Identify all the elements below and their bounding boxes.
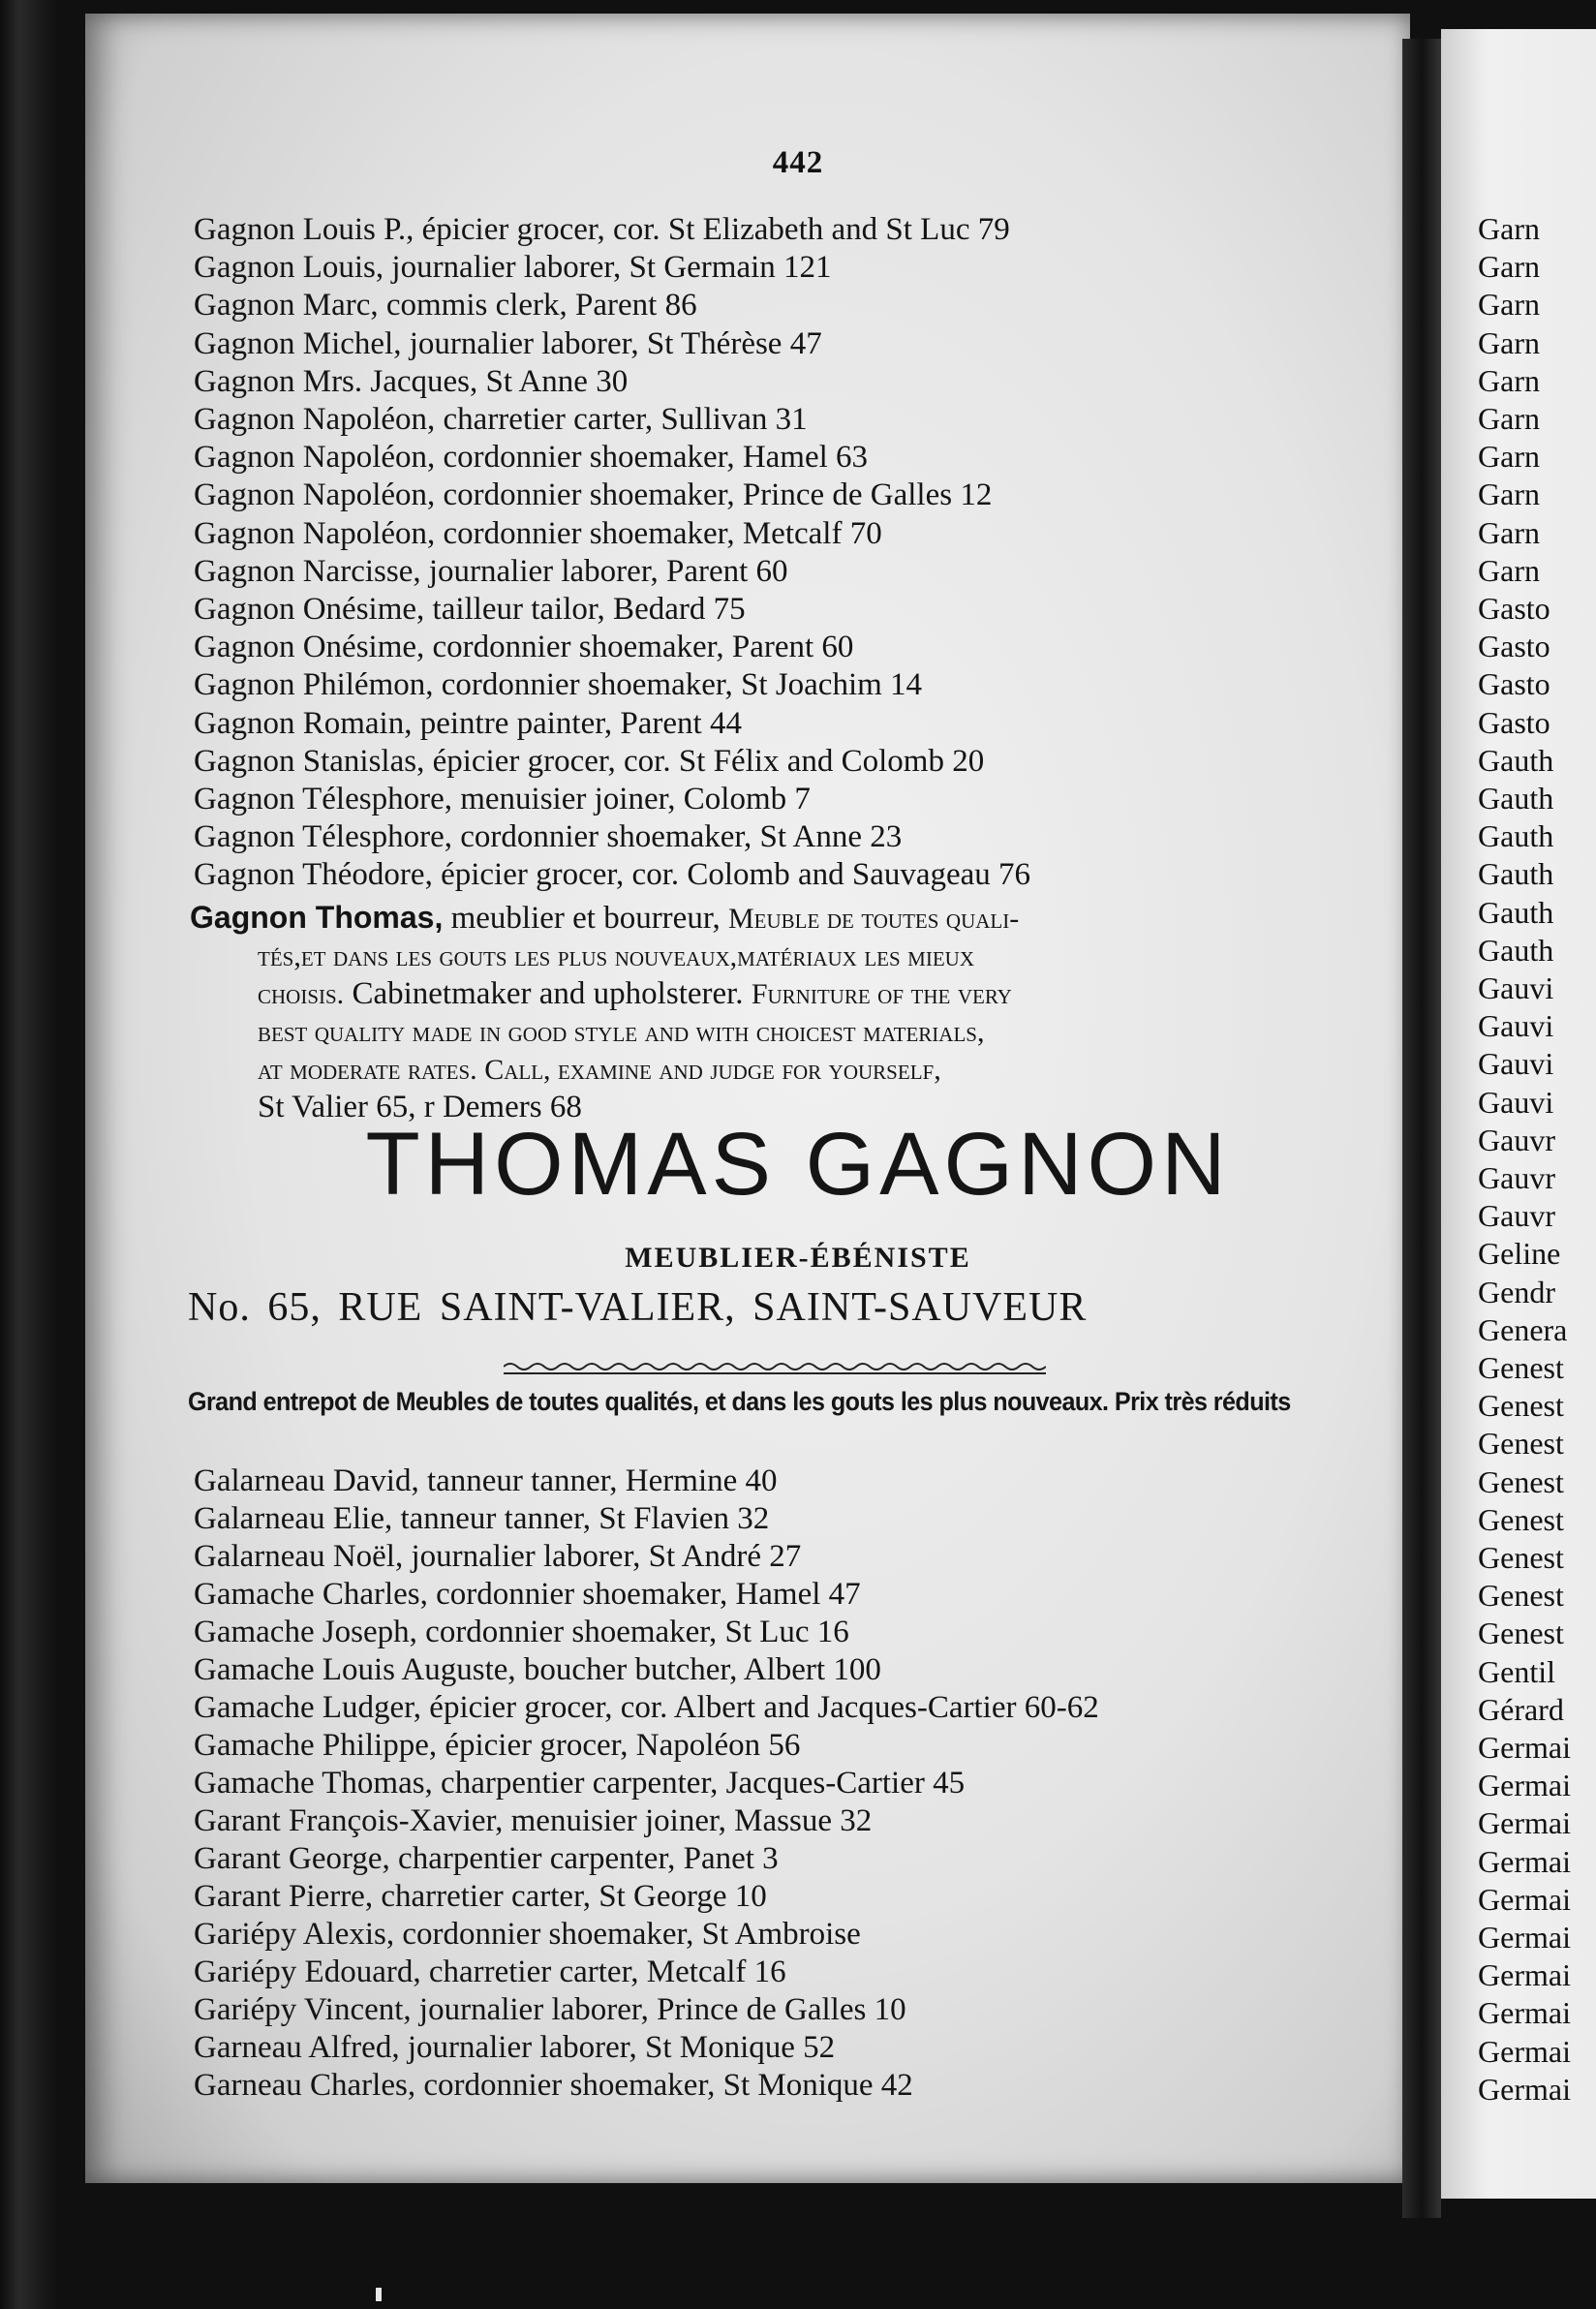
- right-page-entry: Gauvi: [1478, 1046, 1554, 1082]
- right-page-entry: Genest: [1478, 1616, 1564, 1651]
- right-page-entry: Gauvr: [1478, 1122, 1555, 1157]
- right-page-entry: Garn: [1478, 362, 1540, 398]
- advertiser-description-5: Furniture of the very: [751, 978, 1012, 1010]
- right-page-entry: Gasto: [1478, 666, 1550, 702]
- advertiser-description-8: Call, examine and judge for yourself,: [476, 1054, 941, 1086]
- directory-entry: Gagnon Stanislas, épicier grocer, cor. St Félix and Colomb 20: [194, 743, 985, 779]
- wavy-divider: [504, 1359, 1046, 1378]
- right-page-entry: Germai: [1478, 1768, 1571, 1803]
- directory-entry: Gamache Philippe, épicier grocer, Napoléon 56: [194, 1728, 801, 1763]
- directory-entry: Galarneau Noël, journalier laborer, St André 27: [194, 1539, 802, 1574]
- advertiser-occupation: meublier et bourreur,: [443, 901, 728, 936]
- directory-entry: Gamache Ludger, épicier grocer, cor. Albert and Jacques-Cartier 60-62: [194, 1690, 1099, 1725]
- right-page-entry: Germai: [1478, 2033, 1571, 2069]
- right-page-entry: Germai: [1478, 1730, 1571, 1765]
- right-page-entry: Garn: [1478, 477, 1540, 512]
- right-page-entry: Genest: [1478, 1578, 1564, 1614]
- advertiser-description-7: at moderate rates.: [258, 1054, 477, 1086]
- right-page-entry: Genest: [1478, 1426, 1564, 1462]
- directory-entry: Gamache Thomas, charpentier carpenter, Jacques-Cartier 45: [194, 1766, 966, 1801]
- right-page-entry: Gauvr: [1478, 1198, 1555, 1234]
- right-page-entry: Garn: [1478, 514, 1540, 550]
- directory-entry: Gagnon Marc, commis clerk, Parent 86: [194, 288, 697, 323]
- directory-entry: Gagnon Mrs. Jacques, St Anne 30: [194, 363, 629, 399]
- advert-promo: Grand entrepot de Meubles de toutes qualités, et dans les gouts les plus nouveaux. Prix très réduits: [188, 1387, 1291, 1416]
- directory-entry: Garneau Alfred, journalier laborer, St Monique 52: [194, 2030, 836, 2065]
- right-page-entry: Gauth: [1478, 856, 1554, 892]
- directory-entry: Gamache Joseph, cordonnier shoemaker, St Luc 16: [194, 1615, 849, 1649]
- directory-entry: Garant George, charpentier carpenter, Panet 3: [194, 1841, 779, 1876]
- directory-entry: Gagnon Napoléon, cordonnier shoemaker, Prince de Galles 12: [194, 477, 993, 513]
- right-page-entry: Gauvi: [1478, 970, 1554, 1005]
- advertiser-description-1: Meuble de toutes quali-: [728, 903, 1020, 935]
- right-page-entry: Genera: [1478, 1311, 1568, 1347]
- right-page-entry: Garn: [1478, 552, 1540, 588]
- right-page-entry: Gauth: [1478, 818, 1554, 854]
- directory-entry: Gagnon Onésime, cordonnier shoemaker, Parent 60: [194, 630, 854, 665]
- directory-entry: Gariépy Edouard, charretier carter, Metcalf 16: [194, 1955, 786, 1989]
- directory-entry: Gagnon Narcisse, journalier laborer, Parent 60: [194, 553, 788, 589]
- right-page-entry: Gauvr: [1478, 1160, 1555, 1195]
- right-page-entry: Garn: [1478, 249, 1540, 285]
- right-page-entry: Gauth: [1478, 932, 1554, 968]
- right-page-entry: Germai: [1478, 2071, 1571, 2107]
- directory-entry: Garneau Charles, cordonnier shoemaker, St Monique 42: [194, 2068, 913, 2103]
- right-page-entry: Gauth: [1478, 894, 1554, 930]
- right-page-entry: Gauth: [1478, 742, 1554, 778]
- right-page-entry: Germai: [1478, 1805, 1571, 1841]
- right-page-entry: Gasto: [1478, 629, 1550, 664]
- directory-entry: Gagnon Théodore, épicier grocer, cor. Colomb and Sauvageau 76: [194, 857, 1031, 893]
- directory-entry: Gagnon Napoléon, charretier carter, Sullivan 31: [194, 402, 808, 437]
- right-page-entry: Germai: [1478, 1843, 1571, 1879]
- right-page-entry: Garn: [1478, 287, 1540, 323]
- right-page-entry: Gentil: [1478, 1653, 1555, 1689]
- right-page-entry: Gauvi: [1478, 1084, 1554, 1120]
- right-page-entry: Geline: [1478, 1236, 1561, 1272]
- right-page-entry: Genest: [1478, 1463, 1564, 1499]
- right-page-entry: Genest: [1478, 1388, 1564, 1424]
- directory-entry: Gariépy Vincent, journalier laborer, Prince de Galles 10: [194, 1992, 906, 2027]
- directory-entry: Gagnon Romain, peintre painter, Parent 44: [194, 705, 742, 741]
- directory-entry: Gagnon Onésime, tailleur tailor, Bedard 75: [194, 592, 746, 627]
- advert-subtitle: MEUBLIER-ÉBÉNISTE: [625, 1242, 971, 1274]
- directory-entry: Gagnon Michel, journalier laborer, St Thérèse 47: [194, 325, 822, 361]
- right-page-entry: Gauvi: [1478, 1008, 1554, 1044]
- advertiser-address: St Valier 65, r Demers 68: [258, 1090, 582, 1124]
- advertiser-description-3: choisis.: [258, 978, 345, 1010]
- advertiser-description-4: Cabinetmaker and upholsterer.: [344, 976, 752, 1011]
- directory-entry: Gamache Louis Auguste, boucher butcher, Albert 100: [194, 1652, 881, 1687]
- directory-entry: Gagnon Louis, journalier laborer, St Germain 121: [194, 250, 832, 286]
- right-page-entry: Garn: [1478, 401, 1540, 436]
- right-page-entry: Gauth: [1478, 781, 1554, 816]
- directory-entry: Gagnon Napoléon, cordonnier shoemaker, Metcalf 70: [194, 515, 882, 551]
- directory-entry: Garant Pierre, charretier carter, St George 10: [194, 1879, 767, 1914]
- directory-entry: Galarneau Elie, tanneur tanner, St Flavien 32: [194, 1501, 770, 1536]
- directory-entry: Gagnon Télesphore, menuisier joiner, Colomb 7: [194, 782, 811, 816]
- directory-entry: Galarneau David, tanneur tanner, Hermine 40: [194, 1463, 778, 1498]
- directory-entry: Gagnon Napoléon, cordonnier shoemaker, Hamel 63: [194, 440, 869, 476]
- advertiser-name: Gagnon Thomas,: [190, 900, 444, 935]
- directory-entry: Gagnon Philémon, cordonnier shoemaker, St Joachim 14: [194, 667, 923, 703]
- right-page-entry: Germai: [1478, 1881, 1571, 1917]
- advert-address: No. 65, RUE SAINT-VALIER, SAINT-SAUVEUR: [188, 1285, 1088, 1330]
- directory-entry: Gagnon Louis P., épicier grocer, cor. St Elizabeth and St Luc 79: [194, 212, 1010, 247]
- right-page-entry: Genest: [1478, 1540, 1564, 1575]
- right-page-entry: Gasto: [1478, 591, 1550, 626]
- advert-name: THOMAS GAGNON: [365, 1115, 1231, 1214]
- advertiser-description-6: best quality made in good style and with choicest materials,: [258, 1016, 985, 1048]
- right-page-entry: Genest: [1478, 1501, 1564, 1537]
- right-page-entry: Germai: [1478, 1920, 1571, 1955]
- directory-entry: Gagnon Télesphore, cordonnier shoemaker, St Anne 23: [194, 819, 903, 855]
- directory-entry: Gariépy Alexis, cordonnier shoemaker, St Ambroise: [194, 1917, 861, 1952]
- right-page-entry: Garn: [1478, 324, 1540, 360]
- advertiser-entry: [190, 899, 1342, 1126]
- right-page-entry: Garn: [1478, 211, 1540, 246]
- advertiser-description-2: tés,et dans les gouts les plus nouveaux,matériaux les mieux: [258, 940, 974, 972]
- page-number: 442: [772, 145, 824, 180]
- right-page-entry: Gérard: [1478, 1691, 1564, 1727]
- right-page-entry: Gendr: [1478, 1274, 1555, 1309]
- right-page-entry: Germai: [1478, 1995, 1571, 2031]
- directory-entry: Garant François-Xavier, menuisier joiner, Massue 32: [194, 1803, 873, 1838]
- right-page-entry: Germai: [1478, 1957, 1571, 1993]
- right-page-entry: Genest: [1478, 1350, 1564, 1385]
- scan-mark: [376, 2288, 382, 2301]
- directory-entry: Gamache Charles, cordonnier shoemaker, Hamel 47: [194, 1577, 861, 1612]
- right-page-entry: Gasto: [1478, 704, 1550, 740]
- right-page-entry: Garn: [1478, 439, 1540, 475]
